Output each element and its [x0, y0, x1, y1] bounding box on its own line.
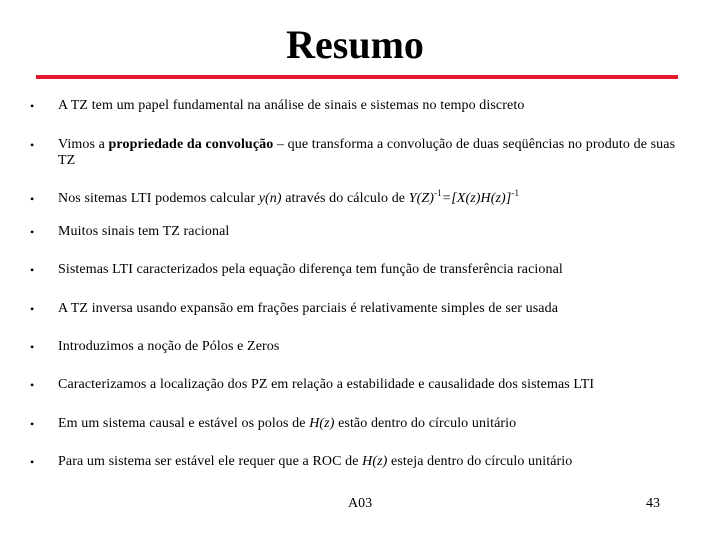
bullet-marker: • — [30, 138, 35, 152]
bullet-marker: • — [30, 302, 35, 316]
bullet-superscript: -1 — [434, 188, 442, 198]
bullet-text-part: Para um sistema ser estável ele requer que a ROC de — [58, 454, 363, 469]
bullet-marker: • — [30, 378, 35, 392]
bullet-marker: • — [30, 192, 35, 206]
bullet-text: Caracterizamos a localização dos PZ em relação a estabilidade e causalidade dos sistemas LTI — [58, 377, 595, 392]
bullet-math: H(z) — [309, 416, 335, 431]
bullet-text — [58, 188, 678, 207]
bullet-text — [58, 454, 678, 470]
bullet-math: Y(Z) — [408, 191, 435, 206]
bullet-marker: • — [30, 417, 35, 431]
bullet-text-part: Vimos a — [58, 137, 109, 152]
bullet-text: Introduzimos a noção de Pólos e Zeros — [58, 339, 280, 354]
bullet-text — [58, 137, 678, 169]
bullet-math: H(z) — [362, 454, 388, 469]
bullet-text: Sistemas LTI caracterizados pela equação diferença tem função de transferência racional — [58, 262, 563, 277]
bullet-marker: • — [30, 225, 35, 239]
bullet-superscript: -1 — [511, 188, 520, 198]
bullet-text-part: Em um sistema causal e estável os polos de — [58, 416, 310, 431]
bullet-marker: • — [30, 340, 35, 354]
bullet-text-part: através do cálculo de — [281, 191, 409, 206]
page-number: 43 — [646, 496, 660, 511]
bullet-marker: • — [30, 99, 35, 113]
bullet-text-part: estão dentro do círculo unitário — [334, 416, 517, 431]
bullet-text: A TZ tem um papel fundamental na análise de sinais e sistemas no tempo discreto — [58, 98, 525, 113]
bullet-math: y(n) — [258, 191, 282, 206]
bullet-text: Muitos sinais tem TZ racional — [58, 224, 230, 239]
bullet-text — [58, 416, 678, 432]
bullet-text-part: – que transforma a convolução de duas seqüências no produto de suas TZ — [58, 137, 676, 168]
bullet-math: =[X(z)H(z)] — [441, 191, 512, 206]
bullet-text: A TZ inversa usando expansão em frações parciais é relativamente simples de ser usada — [58, 301, 559, 316]
footer-label: A03 — [348, 496, 373, 511]
bullet-marker: • — [30, 455, 35, 469]
bullet-text-part: Nos sitemas LTI podemos calcular — [58, 191, 259, 206]
bullet-text-part: esteja dentro do círculo unitário — [387, 454, 573, 469]
slide-title: Resumo — [286, 22, 424, 67]
bullet-bold-term: propriedade da convolução — [108, 137, 274, 152]
bullet-marker: • — [30, 263, 35, 277]
